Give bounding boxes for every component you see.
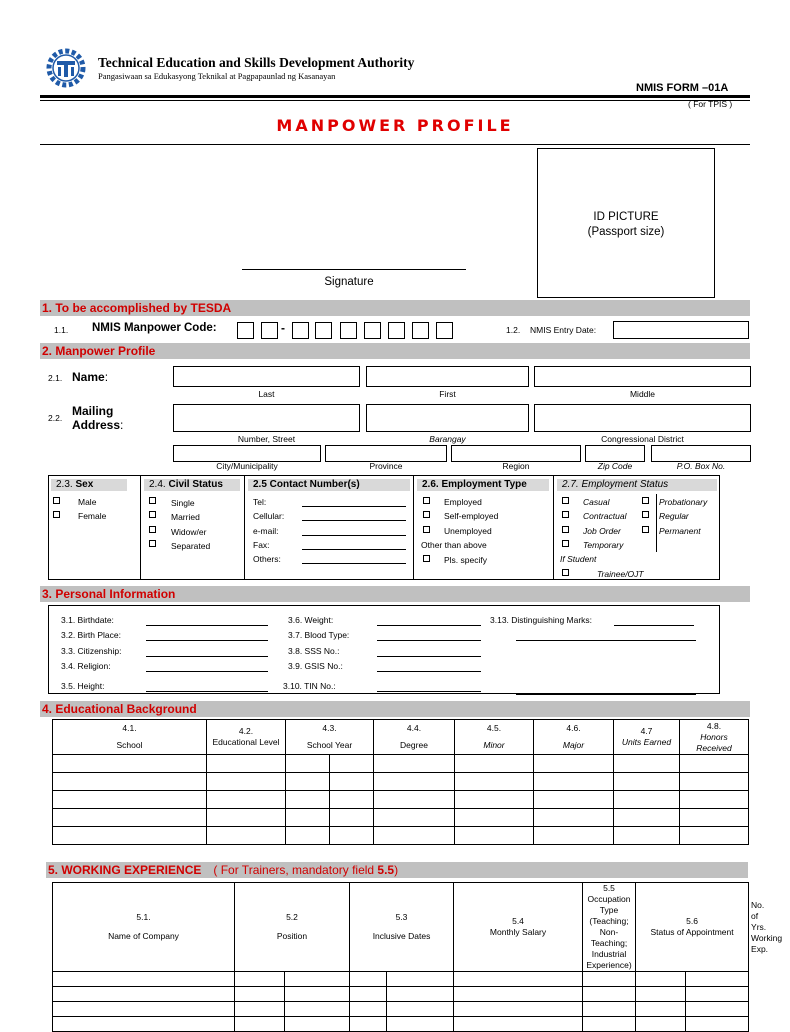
barangay-input[interactable] xyxy=(366,404,529,432)
civil-single-label: Single xyxy=(171,498,195,508)
empstatus-checkbox[interactable] xyxy=(562,540,569,547)
empstatus-checkbox[interactable] xyxy=(642,511,649,518)
district-input[interactable] xyxy=(534,404,751,432)
code-digit-box[interactable] xyxy=(436,322,453,339)
height-label: 3.5. Height: xyxy=(61,681,105,691)
work-head: 5.2 Position xyxy=(235,883,350,972)
birthdate-line[interactable] xyxy=(146,625,268,626)
district-label: Congressional District xyxy=(601,434,684,444)
empstatus-checkbox[interactable] xyxy=(642,497,649,504)
section-3-title: 3. Personal Information xyxy=(42,587,176,601)
contact-email-line[interactable] xyxy=(302,535,406,536)
address-label: Address: xyxy=(72,418,124,432)
civil-separated-label: Separated xyxy=(171,541,211,551)
height-line[interactable] xyxy=(146,691,268,692)
contact-cell-label: Cellular: xyxy=(253,511,285,521)
edu-head: 4.4. Degree xyxy=(374,720,455,755)
last-name-input[interactable] xyxy=(173,366,360,387)
code-digit-box[interactable] xyxy=(340,322,357,339)
section-2-title: 2. Manpower Profile xyxy=(42,344,156,358)
empstatus-casual-label: Casual xyxy=(583,497,610,507)
code-digit-box[interactable] xyxy=(364,322,381,339)
table-row[interactable] xyxy=(53,987,749,1002)
code-digit-box[interactable] xyxy=(315,322,332,339)
civil-heading: 2.4. Civil Status xyxy=(144,479,240,491)
id-picture-size: (Passport size) xyxy=(587,226,665,238)
emptype-checkbox[interactable] xyxy=(423,526,430,533)
empstatus-checkbox[interactable] xyxy=(562,569,569,576)
item-number: 1.1. xyxy=(54,325,69,335)
pobox-input[interactable] xyxy=(651,445,751,462)
emptype-checkbox[interactable] xyxy=(423,511,430,518)
signature-line[interactable] xyxy=(242,269,466,270)
table-row[interactable] xyxy=(53,827,749,845)
contact-others-line[interactable] xyxy=(302,563,406,564)
birthdate-label: 3.1. Birthdate: xyxy=(61,615,114,625)
signature-label: Signature xyxy=(324,276,374,288)
contact-tel-line[interactable] xyxy=(302,506,406,507)
item-number: 1.2. xyxy=(506,325,521,335)
weight-label: 3.6. Weight: xyxy=(288,615,334,625)
code-digit-box[interactable] xyxy=(237,322,254,339)
empstatus-checkbox[interactable] xyxy=(642,526,649,533)
empstatus-checkbox[interactable] xyxy=(562,497,569,504)
first-name-input[interactable] xyxy=(366,366,529,387)
contact-fax-line[interactable] xyxy=(302,549,406,550)
religion-label: 3.4. Religion: xyxy=(61,661,111,671)
id-picture-label: ID PICTURE xyxy=(593,211,659,223)
contact-heading: 2.5 Contact Number(s) xyxy=(248,479,410,491)
contact-others-label: Others: xyxy=(253,554,281,564)
marks-line-3[interactable] xyxy=(516,694,696,695)
civil-married-label: Married xyxy=(171,512,200,522)
birthplace-label: 3.2. Birth Place: xyxy=(61,630,122,640)
contact-fax-label: Fax: xyxy=(253,540,270,550)
empstatus-heading: 2.7. Employment Status xyxy=(557,479,717,491)
work-head: 5.1. Name of Company xyxy=(53,883,235,972)
religion-line[interactable] xyxy=(146,671,268,672)
gsis-label: 3.9. GSIS No.: xyxy=(288,661,343,671)
marks-label: 3.13. Distinguishing Marks: xyxy=(490,615,593,625)
section-1-bar xyxy=(40,300,750,316)
item-number: 2.1. xyxy=(48,373,63,383)
middle-label: Middle xyxy=(629,389,656,399)
birthplace-line[interactable] xyxy=(146,640,268,641)
emptype-unemployed-label: Unemployed xyxy=(444,526,492,536)
section-5-title: 5. WORKING EXPERIENCE ( For Trainers, mandatory field 5.5) xyxy=(48,863,399,877)
form-number: NMIS FORM –01A xyxy=(636,82,729,94)
code-digit-box[interactable] xyxy=(292,322,309,339)
weight-line[interactable] xyxy=(377,625,481,626)
citizenship-line[interactable] xyxy=(146,656,268,657)
title-rule xyxy=(40,144,750,145)
street-label: Number, Street xyxy=(237,434,296,444)
civil-checkbox[interactable] xyxy=(149,540,156,547)
sex-checkbox[interactable] xyxy=(53,511,60,518)
region-label: Region xyxy=(502,461,530,471)
province-label: Province xyxy=(369,461,403,471)
empstatus-regular-label: Regular xyxy=(659,511,689,521)
barangay-label: Barangay xyxy=(429,434,466,444)
civil-checkbox[interactable] xyxy=(149,526,156,533)
mailing-label: Mailing xyxy=(72,404,114,418)
table-row[interactable] xyxy=(53,773,749,791)
pobox-label: P.O. Box No. xyxy=(676,461,726,471)
emptype-other-label: Other than above xyxy=(421,540,487,550)
edu-head: 4.2. Educational Level xyxy=(207,720,286,755)
street-input[interactable] xyxy=(173,404,360,432)
trainee-label: Trainee/OJT xyxy=(597,569,644,579)
table-row[interactable] xyxy=(53,972,749,987)
citizenship-label: 3.3. Citizenship: xyxy=(61,646,122,656)
contact-tel-label: Tel: xyxy=(253,497,267,507)
zip-input[interactable] xyxy=(585,445,645,462)
work-head: 5.3 Inclusive Dates xyxy=(350,883,454,972)
sex-heading: 2.3. Sex xyxy=(51,479,127,491)
edu-head: 4.6. Major xyxy=(534,720,614,755)
tin-line[interactable] xyxy=(377,691,481,692)
table-row[interactable] xyxy=(53,1002,749,1017)
contact-cell-line[interactable] xyxy=(302,520,406,521)
tesda-logo xyxy=(46,48,86,88)
city-label: City/Municipality xyxy=(216,461,278,471)
last-label: Last xyxy=(258,389,275,399)
edu-head: 4.8. Honors Received xyxy=(680,720,749,755)
header-rule xyxy=(40,95,750,98)
name-label: Name: xyxy=(72,370,109,384)
section-3-bar xyxy=(40,586,750,602)
civil-checkbox[interactable] xyxy=(149,497,156,504)
emptype-employed-label: Employed xyxy=(444,497,482,507)
personal-info-box xyxy=(48,605,720,694)
bloodtype-label: 3.7. Blood Type: xyxy=(288,630,350,640)
marks-line-2[interactable] xyxy=(516,640,696,641)
sss-line[interactable] xyxy=(377,656,481,657)
sss-label: 3.8. SSS No.: xyxy=(288,646,340,656)
marks-line[interactable] xyxy=(614,625,694,626)
bloodtype-line[interactable] xyxy=(377,640,481,641)
code-digit-box[interactable] xyxy=(261,322,278,339)
empstatus-temporary-label: Temporary xyxy=(583,540,624,550)
province-input[interactable] xyxy=(325,445,447,462)
zip-label: Zip Code xyxy=(597,461,633,471)
table-row[interactable] xyxy=(53,791,749,809)
edu-head: 4.7 Units Earned xyxy=(614,720,680,755)
emptype-checkbox[interactable] xyxy=(423,497,430,504)
civil-checkbox[interactable] xyxy=(149,511,156,518)
table-row[interactable] xyxy=(53,809,749,827)
sex-male-label: Male xyxy=(78,497,97,507)
entry-date-label: NMIS Entry Date: xyxy=(530,325,597,335)
empstatus-contractual-label: Contractual xyxy=(583,511,627,521)
work-head: 5.6 Status of Appointment xyxy=(636,883,749,972)
city-input[interactable] xyxy=(173,445,321,462)
section-4-title: 4. Educational Background xyxy=(42,702,197,716)
tin-label: 3.10. TIN No.: xyxy=(283,681,336,691)
code-dash: - xyxy=(281,321,285,335)
first-label: First xyxy=(439,389,456,399)
section-2-bar xyxy=(40,343,750,359)
middle-name-input[interactable] xyxy=(534,366,751,387)
emptype-self-label: Self-employed xyxy=(444,511,499,521)
table-row[interactable] xyxy=(53,1017,749,1032)
table-row[interactable] xyxy=(53,755,749,773)
education-header-row xyxy=(53,720,749,755)
edu-head: 4.1. School xyxy=(53,720,207,755)
work-experience-table xyxy=(52,882,783,1032)
org-name: Technical Education and Skills Development Authority xyxy=(98,55,415,70)
civil-widow-label: Widow/er xyxy=(171,527,207,537)
item-number: 2.2. xyxy=(48,413,63,423)
work-head: 5.5 Occupation Type (Teaching; Non-Teaching; Industrial Experience) xyxy=(583,883,636,972)
if-student-label: If Student xyxy=(560,554,597,564)
edu-head: 4.3. School Year xyxy=(286,720,374,755)
entry-date-input[interactable] xyxy=(613,321,749,339)
empstatus-joborder-label: Job Order xyxy=(583,526,621,536)
region-input[interactable] xyxy=(451,445,581,462)
section-1-title: 1. To be accomplished by TESDA xyxy=(42,301,232,315)
gsis-line[interactable] xyxy=(377,671,481,672)
section-5-bar xyxy=(46,862,748,878)
manpower-code-label: NMIS Manpower Code: xyxy=(92,322,217,334)
education-table xyxy=(52,719,749,845)
edu-head: 4.5. Minor xyxy=(455,720,534,755)
empstatus-checkbox[interactable] xyxy=(562,511,569,518)
for-tpis-note: ( For TPIS ) xyxy=(688,99,733,109)
code-digit-box[interactable] xyxy=(388,322,405,339)
page-title: MANPOWER PROFILE xyxy=(276,116,514,135)
sex-checkbox[interactable] xyxy=(53,497,60,504)
id-picture-box[interactable] xyxy=(537,148,715,298)
empstatus-checkbox[interactable] xyxy=(562,526,569,533)
sex-female-label: Female xyxy=(78,511,107,521)
code-digit-box[interactable] xyxy=(412,322,429,339)
contact-email-label: e-mail: xyxy=(253,526,279,536)
emptype-checkbox[interactable] xyxy=(423,555,430,562)
emptype-specify-label: Pls. specify xyxy=(444,555,487,565)
header-rule-thin xyxy=(40,100,750,101)
section-4-bar xyxy=(40,701,750,717)
work-head: 5.4 Monthly Salary xyxy=(454,883,583,972)
work-header-row: 5.1. Name of Company 5.2 Position 5.3 Inclusive Dates 5.4 Monthly Salary 5.5 Occupation Type (Teaching; Non-Teaching; Industrial Experience) 5.6 Status of Appointment No. of Yrs. Working Exp. xyxy=(53,883,749,972)
org-subtitle: Pangasiwaan sa Edukasyong Teknikal at Pagpapaunlad ng Kasanayan xyxy=(98,71,336,81)
empstatus-probationary-label: Probationary xyxy=(659,497,708,507)
emptype-heading: 2.6. Employment Type xyxy=(417,479,549,491)
empstatus-permanent-label: Permanent xyxy=(659,526,701,536)
